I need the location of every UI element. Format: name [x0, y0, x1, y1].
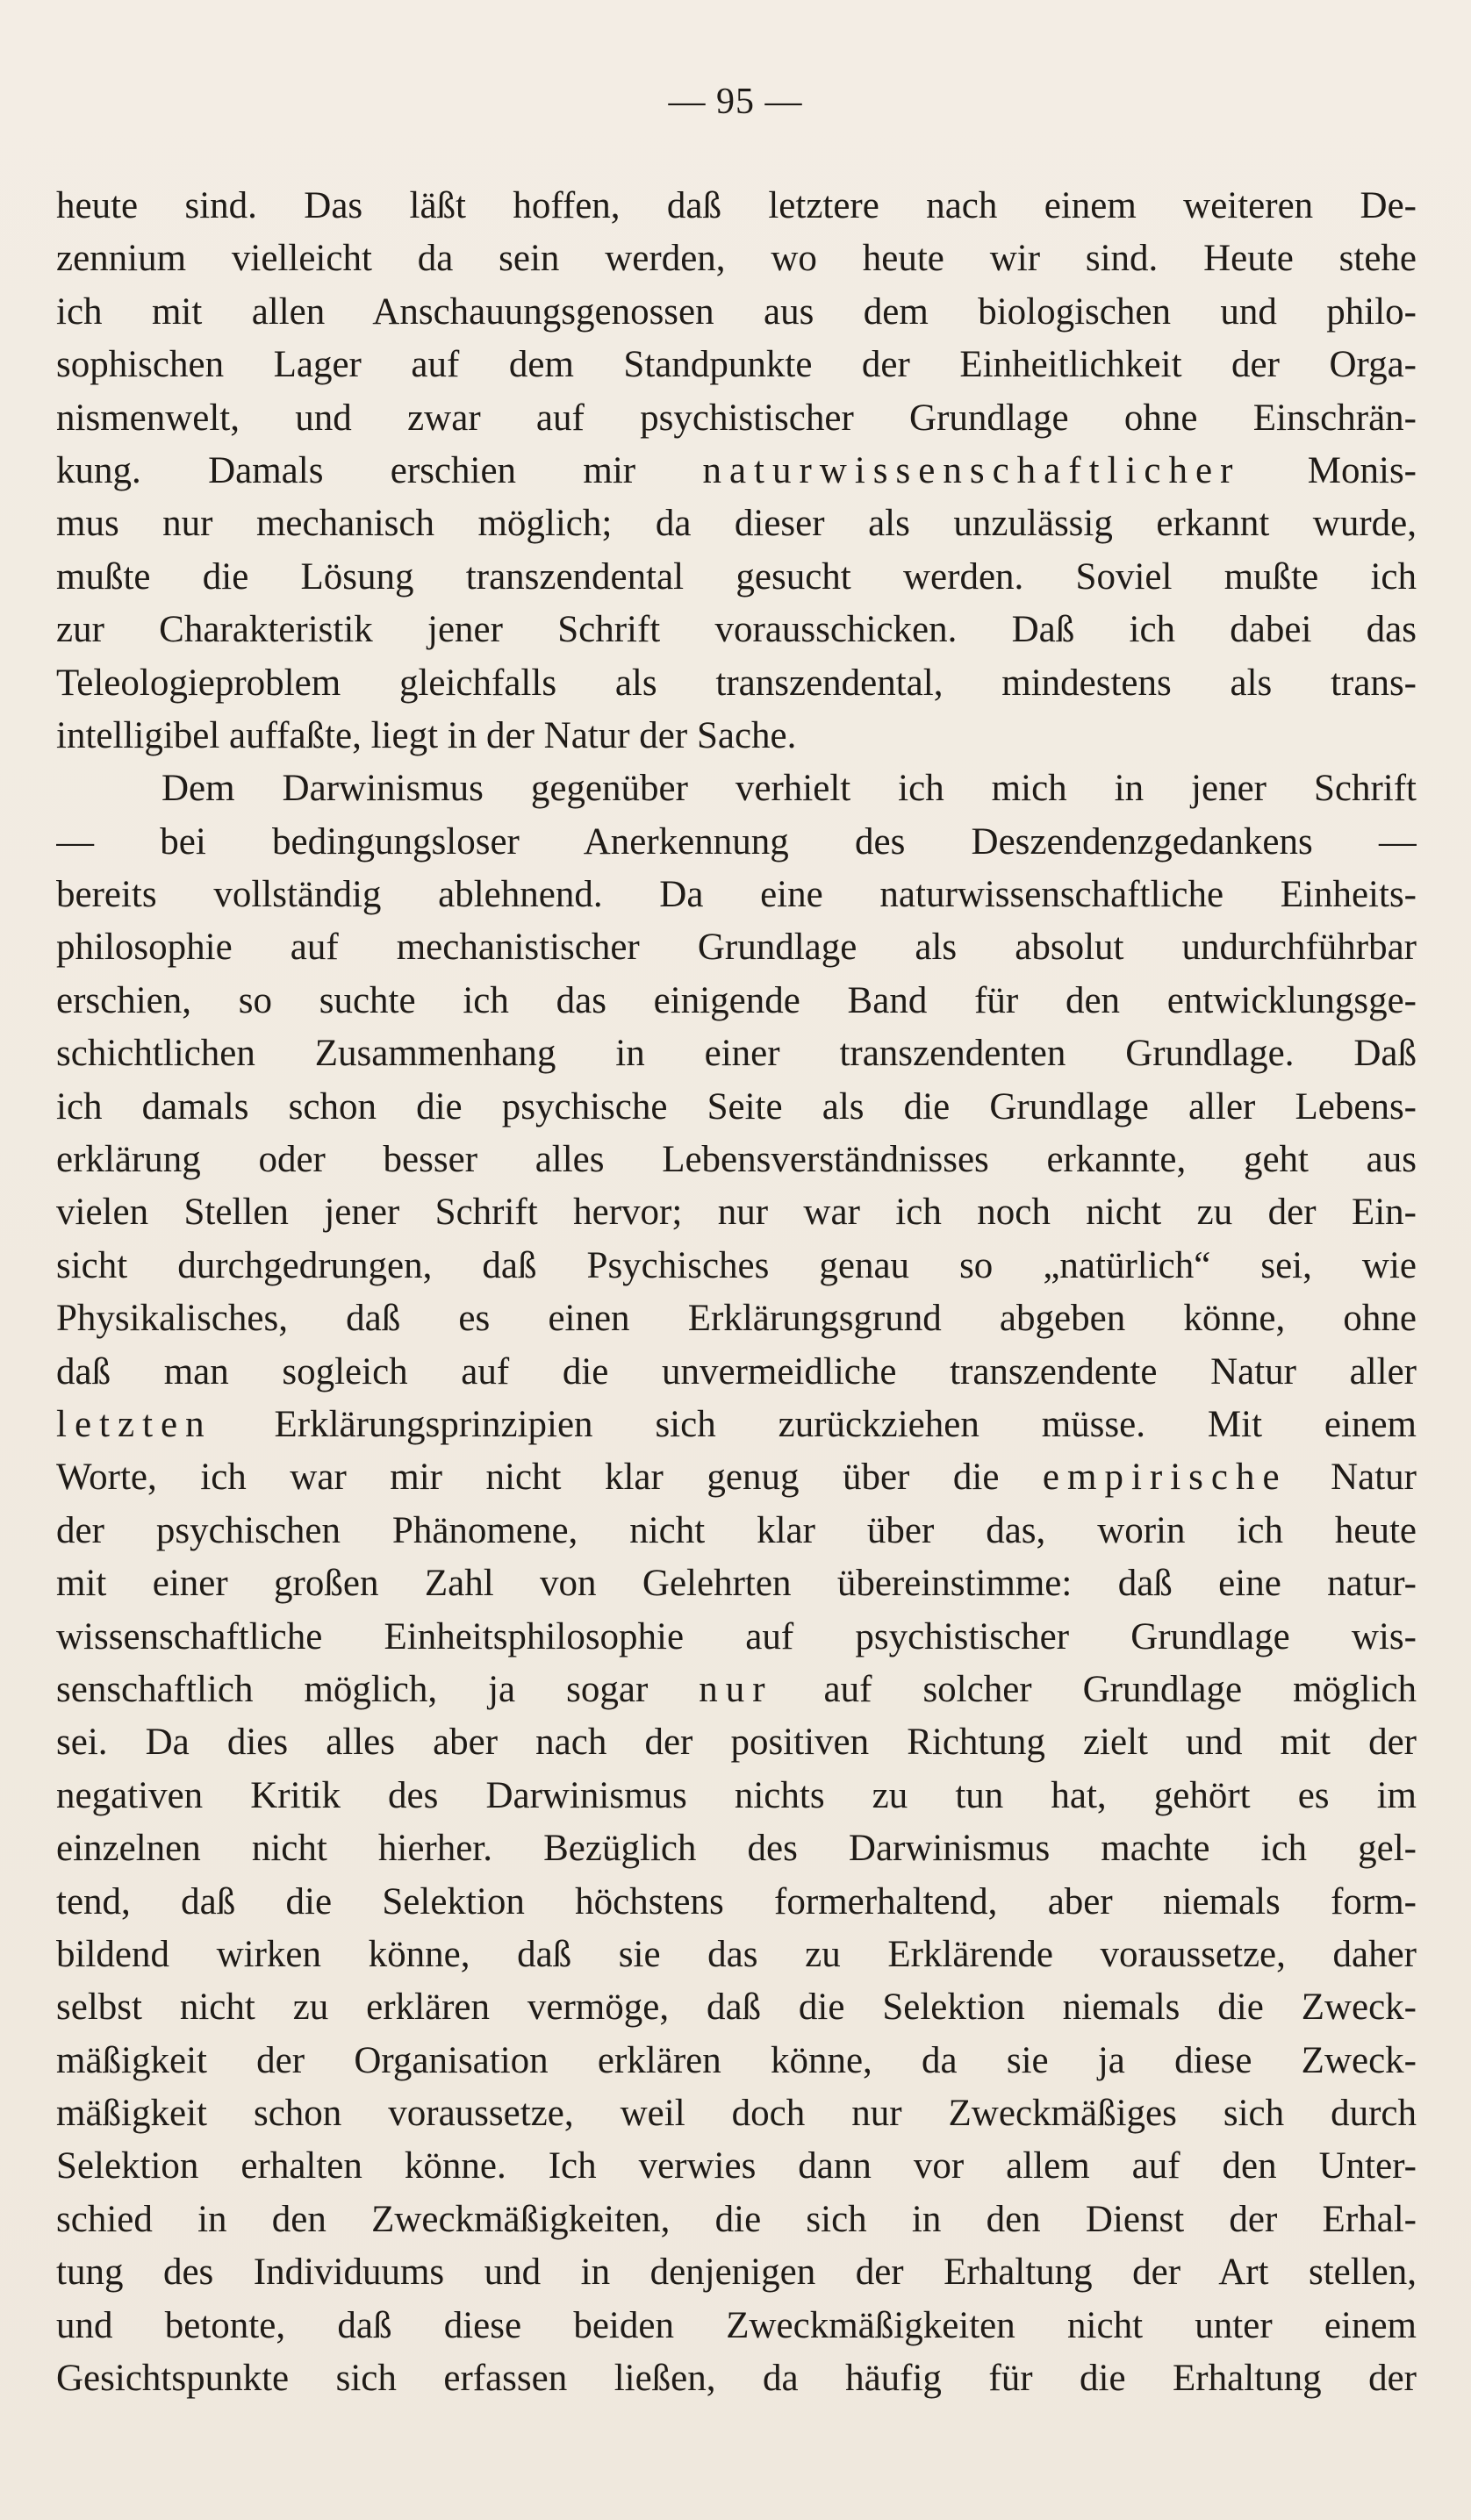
- text-line: schichtlichen Zusammenhang in einer transzendenten Grundlage. Daß: [56, 1033, 1417, 1075]
- text-line: wissenschaftliche Einheitsphilosophie auf psychistischer Grundlage wis-: [56, 1615, 1417, 1657]
- text-line: zur Charakteristik jener Schrift vorausschicken. Daß ich dabei das: [56, 609, 1417, 651]
- spaced-emphasis: naturwissenschaftlicher: [702, 449, 1241, 491]
- text-line: Teleologieproblem gleichfalls als transzendental, mindestens als trans-: [56, 662, 1417, 704]
- spaced-emphasis: nur: [699, 1668, 773, 1710]
- page-number-header: — 95 —: [668, 82, 803, 122]
- text-line: zennium vielleicht da sein werden, wo heute wir sind. Heute stehe: [56, 238, 1417, 280]
- text-line: tung des Individuums und in denjenigen der Erhaltung der Art stellen,: [56, 2252, 1417, 2294]
- text-line: mäßigkeit schon voraussetze, weil doch nur Zweckmäßiges sich durch: [56, 2093, 1417, 2135]
- text-line: Gesichtspunkte sich erfassen ließen, da häufig für die Erhaltung der: [56, 2358, 1417, 2400]
- text-line: bereits vollständig ablehnend. Da eine naturwissenschaftliche Einheits-: [56, 874, 1417, 916]
- text-line: negativen Kritik des Darwinismus nichts zu tun hat, gehört es im: [56, 1774, 1417, 1816]
- text-line: erschien, so suchte ich das einigende Band für den entwicklungsge-: [56, 979, 1417, 1021]
- text-line: ich mit allen Anschauungsgenossen aus dem biologischen und philo-: [56, 290, 1417, 333]
- text-line: mußte die Lösung transzendental gesucht werden. Soviel mußte ich: [56, 555, 1417, 598]
- text-line: mus nur mechanisch möglich; da dieser als unzulässig erkannt wurde,: [56, 503, 1417, 545]
- text-line: philosophie auf mechanistischer Grundlage als absolut undurchführbar: [56, 927, 1417, 969]
- text-line: vielen Stellen jener Schrift hervor; nur war ich noch nicht zu der Ein-: [56, 1192, 1417, 1234]
- text-line: schied in den Zweckmäßigkeiten, die sich in den Dienst der Erhal-: [56, 2198, 1417, 2240]
- text-line: sicht durchgedrungen, daß Psychisches genau so „natürlich“ sei, wie: [56, 1244, 1417, 1286]
- body-text: [56, 180, 1417, 2405]
- text-line: Worte, ich war mir nicht klar genug über die empirische Natur: [56, 1457, 1417, 1499]
- text-line: tend, daß die Selektion höchstens formerhaltend, aber niemals form-: [56, 1880, 1417, 1922]
- text-line: sei. Da dies alles aber nach der positiven Richtung zielt und mit der: [56, 1722, 1417, 1764]
- text-line: der psychischen Phänomene, nicht klar über das, worin ich heute: [56, 1509, 1417, 1551]
- text-line: heute sind. Das läßt hoffen, daß letztere nach einem weiteren De-: [56, 185, 1417, 226]
- text-line: — bei bedingungsloser Anerkennung des Deszendenzgedankens —: [56, 820, 1417, 863]
- spaced-emphasis: empirische: [1042, 1457, 1288, 1499]
- text-line: nismenwelt, und zwar auf psychistischer Grundlage ohne Einschrän-: [56, 397, 1417, 439]
- text-line: erklärung oder besser alles Lebensverständnisses erkannte, geht aus: [56, 1139, 1417, 1181]
- text-line: Dem Darwinismus gegenüber verhielt ich mich in jener Schrift: [161, 768, 1417, 810]
- text-line: daß man sogleich auf die unvermeidliche transzendente Natur aller: [56, 1350, 1417, 1392]
- text-line: intelligibel auffaßte, liegt in der Natur der Sache.: [56, 714, 797, 756]
- text-line: sophischen Lager auf dem Standpunkte der Einheitlichkeit der Orga-: [56, 344, 1417, 386]
- text-line: und betonte, daß diese beiden Zweckmäßigkeiten nicht unter einem: [56, 2304, 1417, 2346]
- spaced-emphasis: letzten: [56, 1403, 212, 1445]
- text-line: senschaftlich möglich, ja sogar nur auf solcher Grundlage möglich: [56, 1668, 1417, 1710]
- text-line: einzelnen nicht hierher. Bezüglich des Darwinismus machte ich gel-: [56, 1828, 1417, 1870]
- text-line: Physikalisches, daß es einen Erklärungsgrund abgeben könne, ohne: [56, 1298, 1417, 1340]
- text-line: mit einer großen Zahl von Gelehrten übereinstimme: daß eine natur-: [56, 1563, 1417, 1605]
- text-line: ich damals schon die psychische Seite als die Grundlage aller Lebens-: [56, 1085, 1417, 1128]
- text-line: mäßigkeit der Organisation erklären könne, da sie ja diese Zweck-: [56, 2039, 1417, 2081]
- text-line: selbst nicht zu erklären vermöge, daß die Selektion niemals die Zweck-: [56, 1987, 1417, 2029]
- text-line: bildend wirken könne, daß sie das zu Erklärende voraussetze, daher: [56, 1933, 1417, 1975]
- text-line: letzten Erklärungsprinzipien sich zurückziehen müsse. Mit einem: [56, 1403, 1417, 1445]
- text-line: kung. Damals erschien mir naturwissenschaftlicher Monis-: [56, 449, 1417, 491]
- text-line: Selektion erhalten könne. Ich verwies dann vor allem auf den Unter-: [56, 2145, 1417, 2187]
